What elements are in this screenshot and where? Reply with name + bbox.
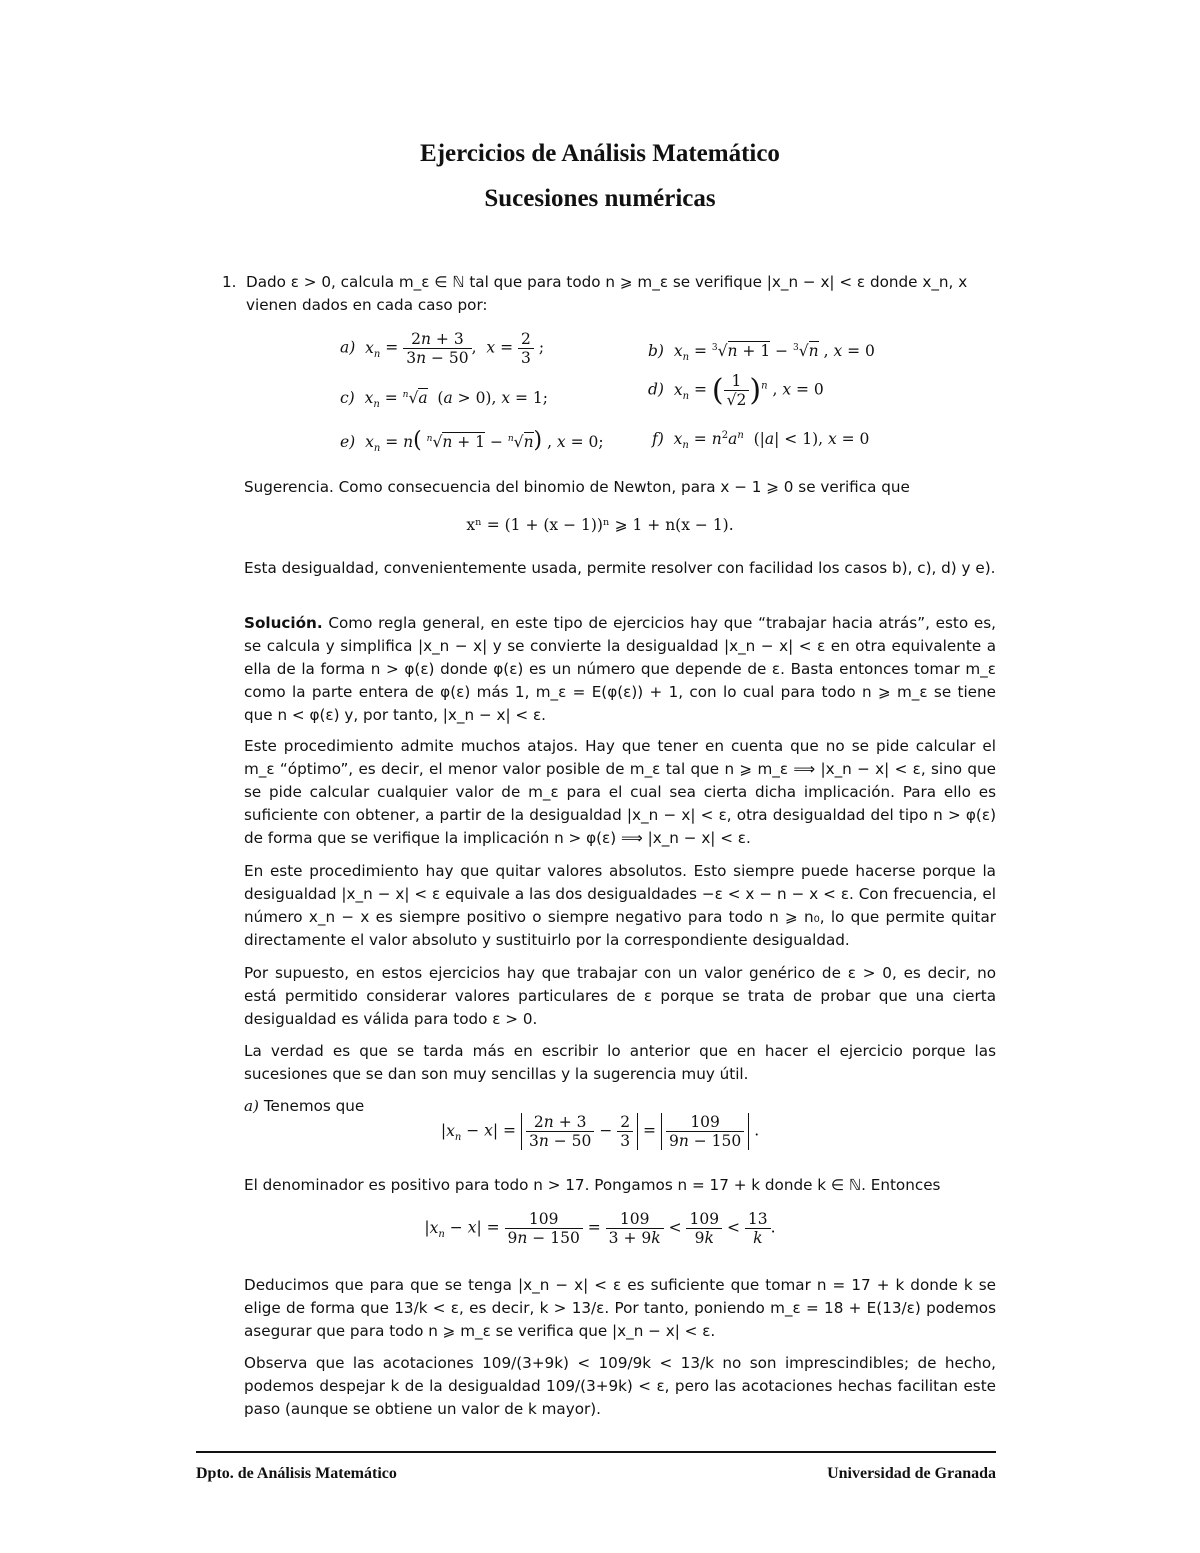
solution-p2: Este procedimiento admite muchos atajos. Hay que tener en cuenta que no se pide calcular el m_ε “óptimo”, es decir, el menor valor posible de m_ε tal que n ⩾ m_ε ⟹ |x_n − x| < ε, sino que se pide calcular cualquier valor de m_ε para el cual sea cierta dicha implicación. Para ello es suficiente con obtener, a partir de la desigualdad |x_n − x| < ε, otra desigualdad del tipo n > φ(ε) de forma que se verifique la implicación n > φ(ε) ⟹ |x_n − x| < ε. — [244, 737, 996, 847]
page-title: Ejercicios de Análisis Matemático — [420, 140, 780, 167]
case-b: b) $x_n = ^3√n + 1 - ^3√n$ , x = 0 — [648, 342, 875, 364]
formula-a-bound: $|x_n - x|$ = $\frac{109}{9n - 150}$ = $\frac{109}{3 + 9k}$ < $\frac{109}{9k}$ < $\frac{13}{k}$ . — [424, 1210, 776, 1247]
case-c: c) $x_n = ^n√a$ (a > 0), x = 1; — [340, 389, 549, 411]
footer-left: Dpto. de Análisis Matemático — [196, 1465, 397, 1482]
footer-right: Universidad de Granada — [827, 1465, 996, 1482]
case-a: a) $x_n$ = $\frac{2n + 3}{3n - 50}$ , x = $\frac{2}{3}$ ; — [340, 330, 545, 367]
formula-a-abs: $|x_n - x|$ = $\frac{2n + 3}{3n - 50}$ − $\frac{2}{3}$ = $\frac{109}{9n - 150}$ . — [440, 1113, 760, 1150]
hint-formula: xⁿ = (1 + (x − 1))ⁿ ⩾ 1 + n(x − 1). — [466, 516, 734, 534]
footer-rule — [196, 1451, 996, 1453]
page-subtitle: Sucesiones numéricas — [484, 185, 716, 212]
hint-text: Sugerencia. Como consecuencia del binomio de Newton, para x − 1 ⩾ 0 se verifica que — [244, 478, 910, 496]
case-d: d) $x_n$ = ( $\frac{1}{√2}$ )$^n$ , x = 0 — [648, 372, 824, 409]
case-e: e) $x_n = n$( $^n$√n + 1 − $^n$√n) , x = 0; — [340, 428, 604, 455]
solution-p4: Por supuesto, en estos ejercicios hay que trabajar con un valor genérico de ε > 0, es decir, no está permitido considerar valores particulares de ε porque se trata de probar que una cierta desigualdad es válida para todo ε > 0. — [244, 964, 996, 1028]
solution-p6: El denominador es positivo para todo n > 17. Pongamos n = 17 + k donde k ∈ ℕ. Entonces — [244, 1176, 941, 1194]
statement-line-1: Dado ε > 0, calcula m_ε ∈ ℕ tal que para todo n ⩾ m_ε se verifique |x_n − x| < ε donde x_n, x — [246, 273, 968, 291]
statement-line-2: vienen dados en cada caso por: — [246, 296, 488, 314]
solution-p8: Observa que las acotaciones 109/(3+9k) < 109/9k < 13/k no son imprescindibles; de hecho, podemos despejar k de la desigualdad 109/(3+9k) < ε, pero las acotaciones hechas facilitan este paso (aunque se obtiene un valor de k mayor). — [244, 1354, 996, 1418]
solution-p7: Deducimos que para que se tenga |x_n − x| < ε es suficiente que tomar n = 17 + k donde k se elige de forma que 13/k < ε, es decir, k > 13/ε. Por tanto, poniendo m_ε = 18 + E(13/ε) podemos asegurar que para todo n ⩾ m_ε se verifica que |x_n − x| < ε. — [244, 1276, 996, 1340]
case-a-intro: a) Tenemos que — [244, 1097, 365, 1115]
case-f: f) $x_n = n^2a^n$ (|a| < 1), x = 0 — [652, 430, 870, 452]
exercise-number: 1. — [222, 273, 237, 291]
solution-p1: Solución. Como regla general, en este tipo de ejercicios hay que “trabajar hacia atrás”, esto es, se calcula y simplifica |x_n − x| y se convierte la desigualdad |x_n − x| < ε en otra equivalente a ella de la forma n > φ(ε) donde φ(ε) es un número que depende de ε. Basta entonces tomar m_ε como la parte entera de φ(ε) más 1, m_ε = E(φ(ε)) + 1, con lo cual para todo n ⩾ m_ε se tiene que n < φ(ε) y, por tanto, |x_n − x| < ε. — [244, 614, 996, 724]
solution-p5: La verdad es que se tarda más en escribir lo anterior que en hacer el ejercicio porque las sucesiones que se dan son muy sencillas y la sugerencia muy útil. — [244, 1042, 996, 1083]
solution-label: Solución. — [244, 614, 323, 632]
solution-p3: En este procedimiento hay que quitar valores absolutos. Esto siempre puede hacerse porque la desigualdad |x_n − x| < ε equivale a las dos desigualdades −ε < x − n − x < ε. Con frecuencia, el número x_n − x es siempre positivo o siempre negativo para todo n ⩾ n₀, lo que permite quitar directamente el valor absoluto y sustituirlo por la correspondiente desigualdad. — [244, 862, 996, 949]
hint-after: Esta desigualdad, convenientemente usada, permite resolver con facilidad los casos b), c), d) y e). — [244, 559, 996, 577]
